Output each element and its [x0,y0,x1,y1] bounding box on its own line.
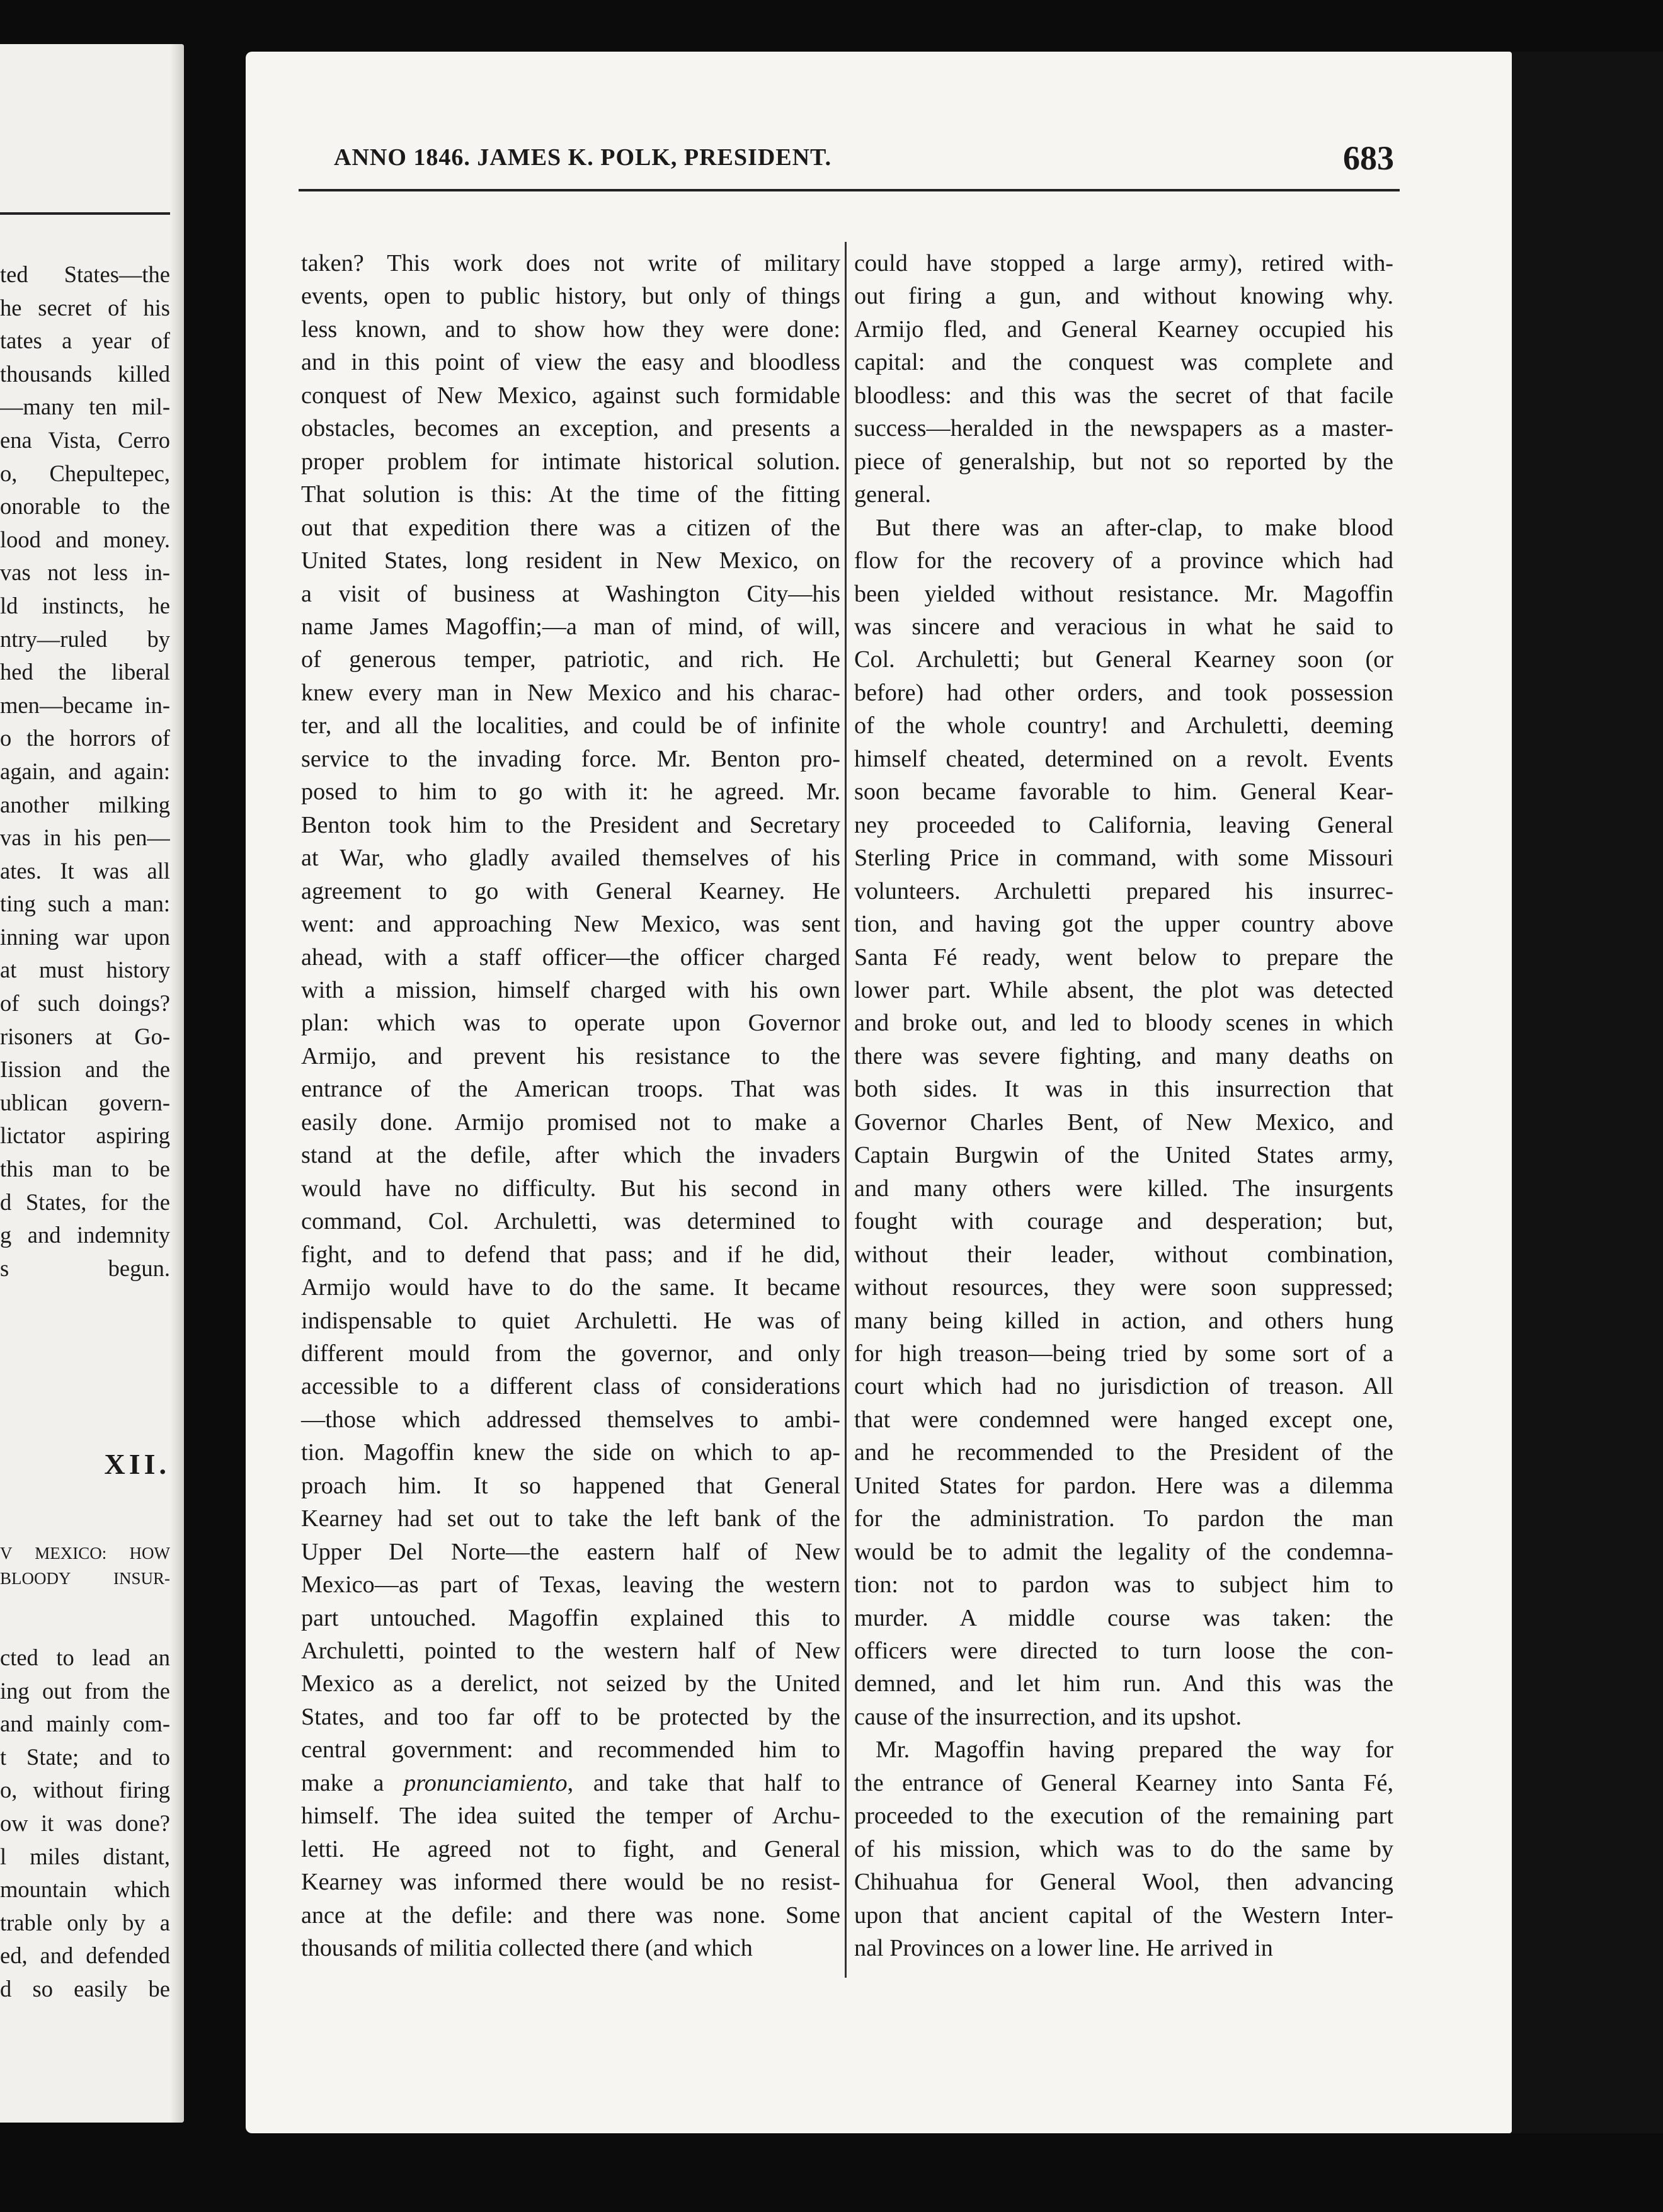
text-line: inning war upon [0,923,170,950]
text-line: United States for pardon. Here was a dilemma [854,1472,1393,1499]
text-line: Captain Burgwin of the United States army, [854,1142,1393,1169]
text-line: d States, for the [0,1189,170,1215]
header-rule [299,189,1400,191]
text-line: trable only by a [0,1909,170,1936]
text-line: Chihuahua for General Wool, then advancing [854,1869,1393,1896]
text-line: t State; and to [0,1743,170,1770]
text-line: ed, and defended [0,1942,170,1969]
text-line: success—heralded in the newspapers as a master- [854,415,1393,442]
text-line: obstacles, becomes an exception, and presents a [301,415,840,442]
text-line: service to the invading force. Mr. Benton pro- [301,745,840,772]
text-line: soon became favorable to him. General Kear- [854,778,1393,806]
text-line: command, Col. Archuletti, was determined to [301,1208,840,1235]
text-line: Mexico—as part of Texas, leaving the western [301,1571,840,1599]
text-line: the entrance of General Kearney into Santa Fé, [854,1769,1393,1796]
text-line: less known, and to show how they were done: [301,316,840,343]
text-line: g and indemnity [0,1222,170,1248]
text-line: hed the liberal [0,659,170,685]
text-line: V MEXICO: HOW [0,1544,170,1563]
text-line: bloodless: and this was the secret of that facile [854,382,1393,409]
text-line: would have no difficulty. But his second in [301,1175,840,1202]
text-line: accessible to a different class of considerations [301,1373,840,1400]
text-line: and many others were killed. The insurgents [854,1175,1393,1202]
text-line: agreement to go with General Kearney. He [301,877,840,904]
text-line: ntry—ruled by [0,625,170,652]
text-line: there was severe fighting, and many deaths on [854,1042,1393,1069]
facing-page-header-rule [0,212,170,215]
text-line: out firing a gun, and without knowing why. [854,283,1393,310]
text-line: was sincere and veracious in what he said to [854,613,1393,640]
text-line: thousands of militia collected there (and which [301,1935,753,1962]
text-line: and he recommended to the President of the [854,1439,1393,1466]
text-line: would be to admit the legality of the condemna- [854,1538,1393,1565]
text-line: proper problem for intimate historical solution. [301,448,840,475]
text-line: Archuletti, pointed to the western half of New [301,1638,840,1665]
text-line: ting such a man: [0,891,170,917]
text-line: a visit of business at Washington City—his [301,580,840,607]
text-line: Col. Archuletti; but General Kearney soon (or [854,646,1393,673]
text-line: BLOODY INSUR- [0,1569,170,1588]
text-line: with a mission, himself charged with his own [301,976,840,1003]
text-line: piece of generalship, but not so reported by the [854,448,1393,475]
text-line: tion. Magoffin knew the side on which to ap- [301,1439,840,1466]
text-line: Santa Fé ready, went below to prepare the [854,944,1393,971]
text-line: at must history [0,957,170,983]
text-line: of the whole country! and Archuletti, deeming [854,712,1393,739]
facing-page-chapter-heading: XII. [104,1448,170,1480]
text-line: ter, and all the localities, and could be of infinite [301,712,840,739]
text-line: cted to lead an [0,1645,170,1670]
text-line: upon that ancient capital of the Western Inter- [854,1901,1393,1929]
text-line: without their leader, without combination, [854,1241,1393,1268]
text-line: But there was an after-clap, to make blood [876,514,1393,541]
text-line: Kearney had set out to take the left bank of the [301,1505,840,1532]
text-line: l miles distant, [0,1843,170,1869]
text-line: name James Magoffin;—a man of mind, of will, [301,613,840,640]
text-column-right [854,247,1393,1965]
text-line: general. [854,481,931,508]
text-line: lower part. While absent, the plot was detected [854,976,1393,1003]
text-line: and broke out, and led to bloody scenes in which [854,1010,1393,1037]
text-line: ahead, with a staff officer—the officer charged [301,944,840,971]
page-gutter-shadow [170,44,184,2123]
text-line: lood and money. [0,526,170,552]
text-line: for the administration. To pardon the man [854,1505,1393,1532]
text-line: at War, who gladly availed themselves of his [301,845,840,872]
text-line: that were condemned were hanged except one, [854,1406,1393,1433]
text-line: court which had no jurisdiction of treason. All [854,1373,1393,1400]
text-line: cause of the insurrection, and its upshot. [854,1703,1242,1730]
text-line: men—became in- [0,692,170,718]
text-line: Kearney was informed there would be no resist- [301,1869,840,1896]
text-line: fought with courage and desperation; but, [854,1208,1393,1235]
facing-page-text-top [0,258,170,1285]
text-line: central government: and recommended him to [301,1736,840,1764]
text-line: flow for the recovery of a province which had [854,547,1393,574]
text-line: himself. The idea suited the temper of Archu- [301,1803,840,1830]
text-column-left [301,247,840,1965]
text-line: Benton took him to the President and Secretary [301,811,840,838]
text-line: United States, long resident in New Mexico, on [301,547,840,574]
text-line: before) had other orders, and took possession [854,679,1393,706]
text-line: stand at the defile, after which the invaders [301,1142,840,1169]
text-line: thousands killed [0,360,170,387]
text-line: s begun. [0,1255,170,1281]
text-line: himself cheated, determined on a revolt. Events [854,745,1393,772]
text-line: proceeded to the execution of the remaining part [854,1803,1393,1830]
text-line: tion: not to pardon was to subject him to [854,1571,1393,1599]
text-line: risoners at Go- [0,1023,170,1049]
text-line: Mexico as a derelict, not seized by the United [301,1670,840,1697]
text-line: Governor Charles Bent, of New Mexico, and [854,1109,1393,1136]
page-edge-background [1512,52,1663,2133]
text-line: proach him. It so happened that General [301,1472,840,1499]
text-line: out that expedition there was a citizen of the [301,514,840,541]
column-divider [845,242,847,1978]
text-line: knew every man in New Mexico and his charac- [301,679,840,706]
text-line: part untouched. Magoffin explained this to [301,1604,840,1631]
text-line: another milking [0,791,170,818]
text-line: Mr. Magoffin having prepared the way for [876,1736,1393,1764]
text-line: easily done. Armijo promised not to make a [301,1109,840,1136]
text-line: ates. It was all [0,857,170,884]
facing-page-text-bottom [0,1641,170,2006]
text-line: entrance of the American troops. That was [301,1076,840,1103]
text-line: of his mission, which was to do the same by [854,1835,1393,1862]
text-line: d so easily be [0,1975,170,2002]
text-line: many being killed in action, and others hung [854,1307,1393,1334]
text-line: Armijo fled, and General Kearney occupied his [854,316,1393,343]
text-line: mountain which [0,1876,170,1903]
text-line: volunteers. Archuletti prepared his insurrec- [854,877,1393,904]
text-line: plan: which was to operate upon Governor [301,1010,840,1037]
facing-page-subheading [0,1541,170,1591]
text-line: could have stopped a large army), retired with- [854,250,1393,276]
text-line: for high treason—being tried by some sort of a [854,1340,1393,1367]
text-line: Armijo would have to do the same. It became [301,1274,840,1301]
text-line: nal Provinces on a lower line. He arrived in [854,1935,1273,1962]
text-line: capital: and the conquest was complete and [854,349,1393,376]
text-line: tion, and having got the upper country above [854,911,1393,938]
text-line: Iission and the [0,1056,170,1083]
text-line: tates a year of [0,328,170,354]
text-line: lictator aspiring [0,1122,170,1149]
text-line: been yielded without resistance. Mr. Magoffin [854,580,1393,607]
text-line: ena Vista, Cerro [0,426,170,453]
text-line: indispensable to quiet Archuletti. He was of [301,1307,840,1334]
text-line: both sides. It was in this insurrection that [854,1076,1393,1103]
text-line: o, without firing [0,1777,170,1803]
text-line: ld instincts, he [0,592,170,619]
text-line: ted States—the [0,261,170,287]
text-line: ublican govern- [0,1089,170,1115]
text-line: demned, and let him run. And this was the [854,1670,1393,1697]
text-line: conquest of New Mexico, against such formidable [301,382,840,409]
text-line: ow it was done? [0,1810,170,1836]
text-line: States, and too far off to be protected by the [301,1703,840,1730]
text-line: fight, and to defend that pass; and if he did, [301,1241,840,1268]
text-line: events, open to public history, but only of things [301,283,840,310]
text-line: vas in his pen— [0,824,170,851]
text-line: —those which addressed themselves to ambi- [301,1406,840,1433]
text-line: o, Chepultepec, [0,460,170,486]
text-line: different mould from the governor, and only [301,1340,840,1367]
text-line: That solution is this: At the time of the fitting [301,481,840,508]
text-line: make a pronunciamiento, and take that half to [301,1769,840,1796]
text-line: and in this point of view the easy and bloodless [301,349,840,376]
text-line: he secret of his [0,294,170,321]
text-line: officers were directed to turn loose the con- [854,1638,1393,1665]
text-line: —many ten mil- [0,394,170,420]
text-line: ing out from the [0,1677,170,1704]
text-line: murder. A middle course was taken: the [854,1604,1393,1631]
text-line: Sterling Price in command, with some Missouri [854,845,1393,872]
text-line: letti. He agreed not to fight, and General [301,1835,840,1862]
text-line: of such doings? [0,990,170,1017]
text-line: ance at the defile: and there was none. Some [301,1901,840,1929]
text-line: this man to be [0,1156,170,1182]
text-line: Armijo, and prevent his resistance to the [301,1042,840,1069]
page-number: 683 [1343,139,1394,177]
facing-page-left [0,44,184,2123]
text-line: and mainly com- [0,1711,170,1737]
text-line: taken? This work does not write of military [301,250,840,276]
text-line: vas not less in- [0,559,170,586]
text-line: posed to him to go with it: he agreed. Mr. [301,778,840,806]
text-line: Upper Del Norte—the eastern half of New [301,1538,840,1565]
text-line: ney proceeded to California, leaving General [854,811,1393,838]
running-head: ANNO 1846. JAMES K. POLK, PRESIDENT. [334,144,832,171]
text-line: went: and approaching New Mexico, was sent [301,911,840,938]
text-line: again, and again: [0,758,170,784]
text-line: onorable to the [0,493,170,520]
text-line: without resources, they were soon suppressed; [854,1274,1393,1301]
text-line: of generous temper, patriotic, and rich. He [301,646,840,673]
text-line: o the horrors of [0,725,170,751]
